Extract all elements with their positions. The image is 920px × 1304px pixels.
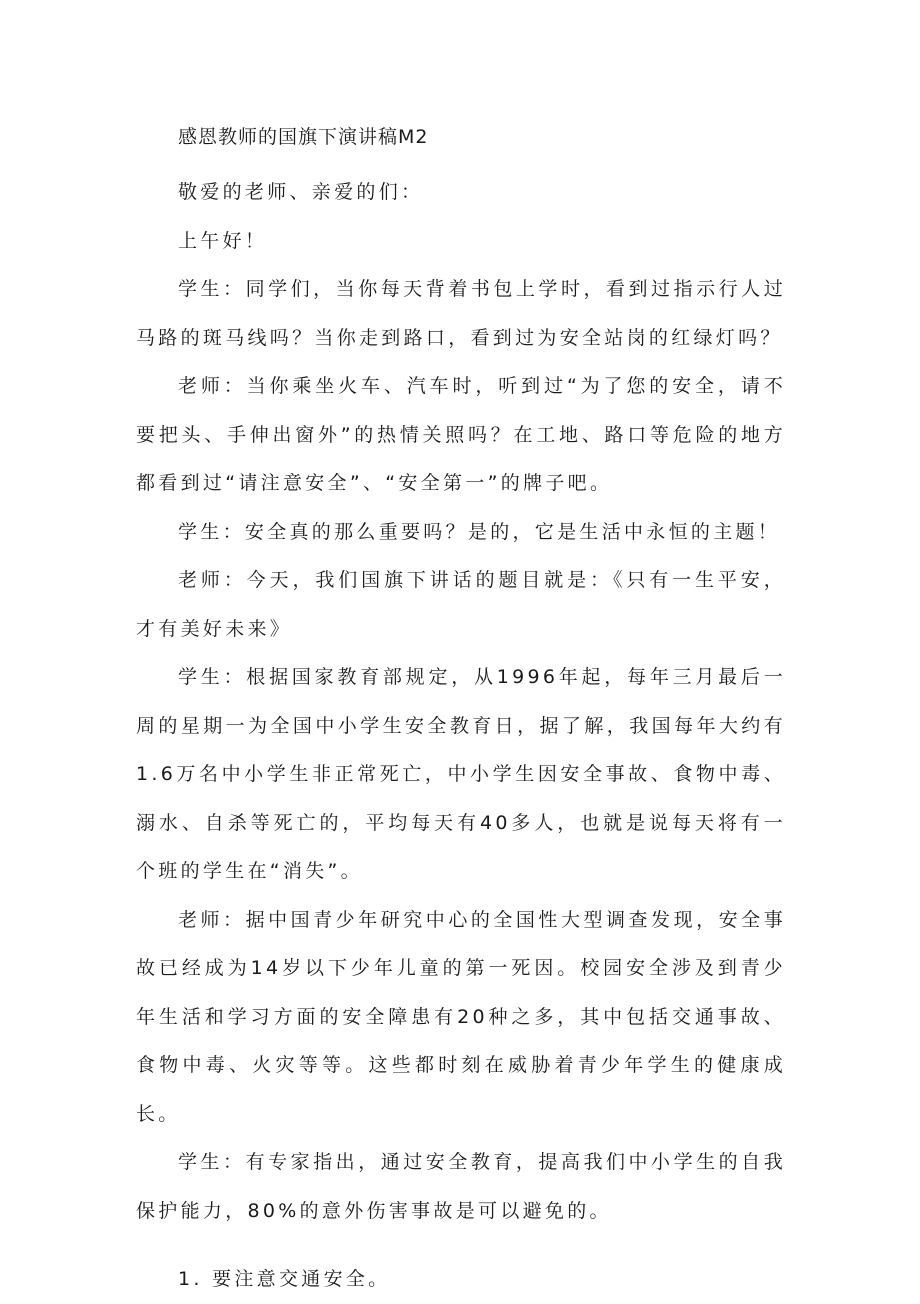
paragraph: 老师：据中国青少年研究中心的全国性大型调查发现，安全事故已经成为14岁以下少年儿童的第一死因。校园安全涉及到青少年生活和学习方面的安全障患有20种之多，其中包括交通事故、食物中毒、火灾等等。这些都时刻在威胁着青少年学生的健康成长。 [136,908,786,1125]
paragraph: 学生：根据国家教育部规定，从1996年起，每年三月最后一周的星期一为全国中小学生安全教育日，据了解，我国每年大约有1.6万名中小学生非正常死亡，中小学生因安全事故、食物中毒、溺水、自杀等死亡的，平均每天有40多人，也就是说每天将有一个班的学生在“消失”。 [136,666,786,882]
list-item: 1. 要注意交通安全。 [178,1268,391,1290]
paragraph: 学生：有专家指出，通过安全教育，提高我们中小学生的自我保护能力，80%的意外伤害事故是可以避免的。 [136,1151,786,1222]
opening-line: 上午好！ [178,229,268,252]
paragraph: 学生：同学们，当你每天背着书包上学时，看到过指示行人过马路的斑马线吗？当你走到路口，看到过为安全站岗的红绿灯吗？ [136,278,786,349]
paragraph: 老师：今天，我们国旗下讲话的题目就是：《只有一生平安，才有美好未来》 [136,569,786,640]
paragraph: 老师：当你乘坐火车、汽车时，听到过“为了您的安全，请不要把头、手伸出窗外”的热情关照吗？在工地、路口等危险的地方都看到过“请注意安全”、“安全第一”的牌子吧。 [136,375,786,494]
document-body [136,120,786,1304]
document-title: 感恩教师的国旗下演讲稿M2 [178,126,429,148]
paragraph: 学生：安全真的那么重要吗？是的，它是生活中永恒的主题！ [178,520,781,543]
greeting-line: 敬爱的老师、亲爱的们： [178,181,424,203]
